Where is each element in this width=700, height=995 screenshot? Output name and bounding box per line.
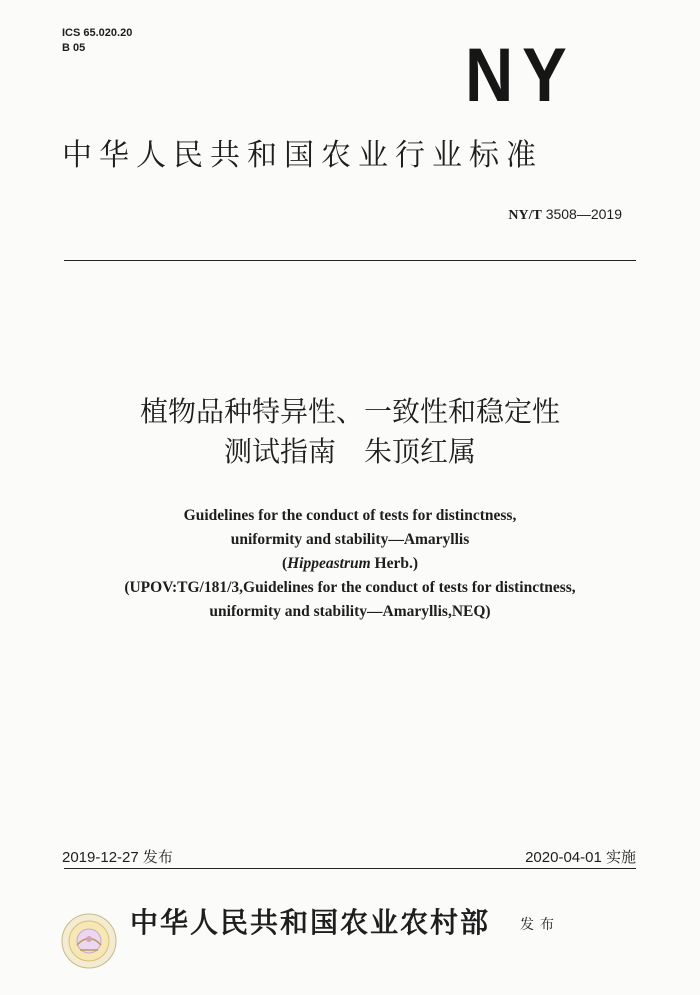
- issuing-ministry: 中华人民共和国农业农村部: [130, 906, 491, 939]
- impl-date-value: 2020-04-01: [525, 849, 602, 866]
- english-title-line-2: uniformity and stability—Amaryllis: [230, 531, 470, 548]
- publish-label: 发布: [520, 917, 560, 933]
- ics-code: ICS 65.020.20: [62, 27, 133, 39]
- implementation-date: [525, 846, 636, 867]
- impl-date-label: 实施: [605, 849, 636, 866]
- paren-open: (: [281, 555, 288, 572]
- chinese-title-line-2: 测试指南 朱顶红属: [223, 435, 476, 468]
- standard-code-number: 3508—2019: [545, 206, 622, 222]
- english-title-line-1: Guidelines for the conduct of tests for distinctness,: [183, 507, 517, 524]
- standard-code: [508, 206, 622, 224]
- ministry-emblem-icon: [60, 912, 118, 970]
- standard-category-title: 中华人民共和国农业行业标准: [62, 138, 543, 173]
- genus-author: Herb.): [370, 555, 419, 572]
- ny-logo: NY: [465, 33, 576, 118]
- ccs-code: B 05: [62, 42, 86, 54]
- chinese-title: [50, 392, 650, 472]
- chinese-title-line-1: 植物品种特异性、一致性和稳定性: [139, 395, 560, 428]
- english-title-line-4: (UPOV:TG/181/3,Guidelines for the conduct of tests for distinctness,: [124, 579, 576, 596]
- classification-codes: [62, 26, 132, 56]
- header-divider: [64, 260, 636, 261]
- genus-name: Hippeastrum: [287, 555, 371, 572]
- issue-date-value: 2019-12-27: [62, 849, 139, 866]
- english-title: [40, 504, 660, 624]
- standard-code-prefix: NY/T: [508, 208, 542, 223]
- issue-date: [62, 846, 173, 867]
- english-title-line-5: uniformity and stability—Amaryllis,NEQ): [209, 603, 491, 620]
- footer-divider: [64, 868, 636, 869]
- english-title-line-3: [40, 552, 660, 576]
- issue-date-label: 发布: [142, 849, 173, 866]
